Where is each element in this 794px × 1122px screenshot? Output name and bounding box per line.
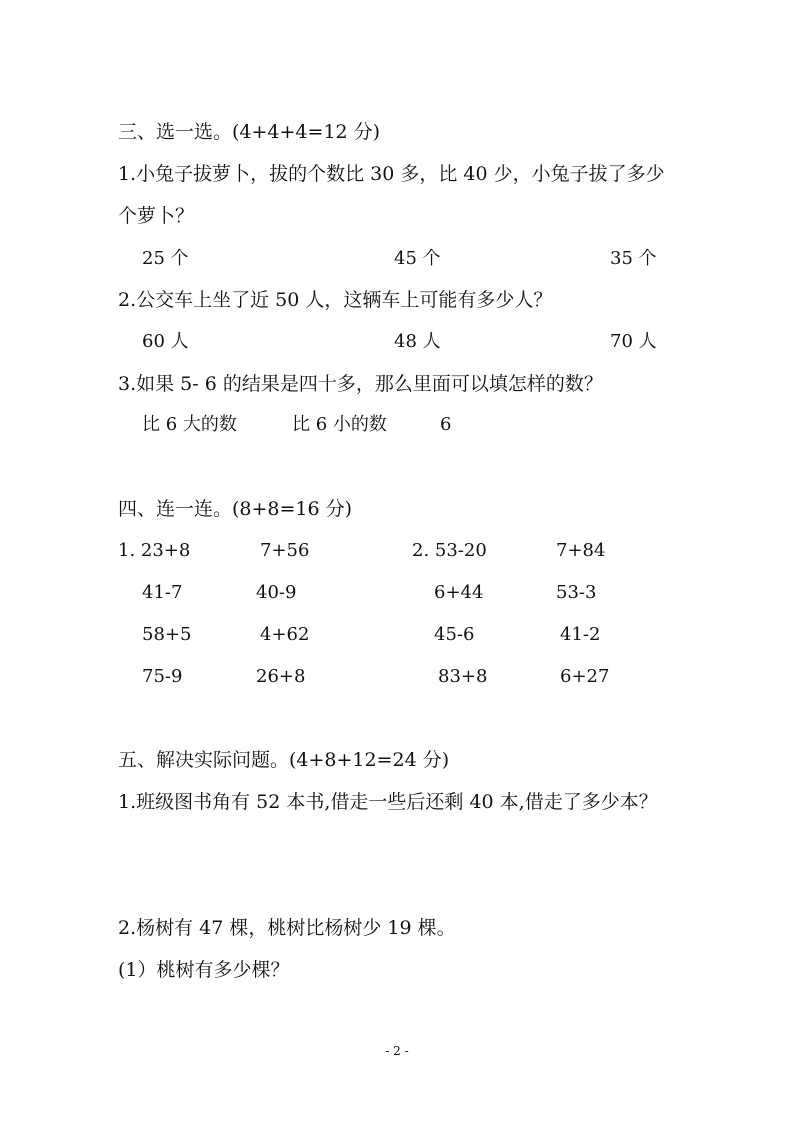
section4-group1-right-3: 4+62 (260, 624, 310, 645)
section3-q1-option-b: 45 个 (394, 248, 441, 269)
section4-group2-left-2: 6+44 (434, 582, 484, 603)
section4-group1-left-4: 75-9 (142, 666, 183, 687)
section4-group2-right-3: 41-2 (560, 624, 601, 645)
section3-q3-option-a: 比 6 大的数 (142, 414, 237, 435)
section5-q1: 1.班级图书角有 52 本书,借走一些后还剩 40 本,借走了多少本？ (118, 791, 658, 813)
section3-q1-text-line1: 1.小兔子拔萝卜，拔的个数比 30 多，比 40 少，小兔子拔了多少 (118, 163, 665, 185)
section3-q2-option-c: 70 人 (610, 331, 657, 352)
section3-q1-option-c: 35 个 (610, 248, 657, 269)
section4-group2-right-2: 53-3 (556, 582, 597, 603)
section3-q2-text: 2.公交车上坐了近 50 人，这辆车上可能有多少人？ (118, 289, 553, 311)
section5-q2: 2.杨树有 47 棵，桃树比杨树少 19 棵。 (118, 917, 456, 939)
section3-q1-text-line2: 个萝卜？ (118, 205, 195, 227)
section4-group2-right-4: 6+27 (560, 666, 610, 687)
section4-group1-right-1: 7+56 (260, 540, 310, 561)
section3-q3-option-b: 比 6 小的数 (292, 414, 387, 435)
section4-group1-right-2: 40-9 (256, 582, 297, 603)
section4-group1-left-2: 41-7 (142, 582, 183, 603)
section3-title: 三、选一选。(4+4+4=12 分) (118, 121, 381, 143)
section5-q2-sub1: (1）桃树有多少棵？ (118, 959, 290, 981)
section3-q3-text: 3.如果 5- 6 的结果是四十多，那么里面可以填怎样的数？ (118, 373, 603, 395)
page-number: - 2 - (385, 1044, 409, 1058)
section3-q2-option-b: 48 人 (394, 331, 441, 352)
section4-group2-right-1: 7+84 (556, 540, 606, 561)
section3-q1-option-a: 25 个 (142, 248, 189, 269)
section4-group2-left-3: 45-6 (434, 624, 475, 645)
section4-group2-left-1: 2. 53-20 (412, 540, 487, 561)
section4-group1-left-3: 58+5 (142, 624, 192, 645)
section4-group1-right-4: 26+8 (256, 666, 306, 687)
section3-q2-option-a: 60 人 (142, 331, 189, 352)
section4-group2-left-4: 83+8 (438, 666, 488, 687)
section3-q3-option-c: 6 (440, 414, 452, 435)
section5-title: 五、解决实际问题。(4+8+12=24 分) (118, 749, 450, 771)
section4-title: 四、连一连。(8+8=16 分) (118, 498, 353, 520)
section4-group1-left-1: 1. 23+8 (118, 540, 191, 561)
